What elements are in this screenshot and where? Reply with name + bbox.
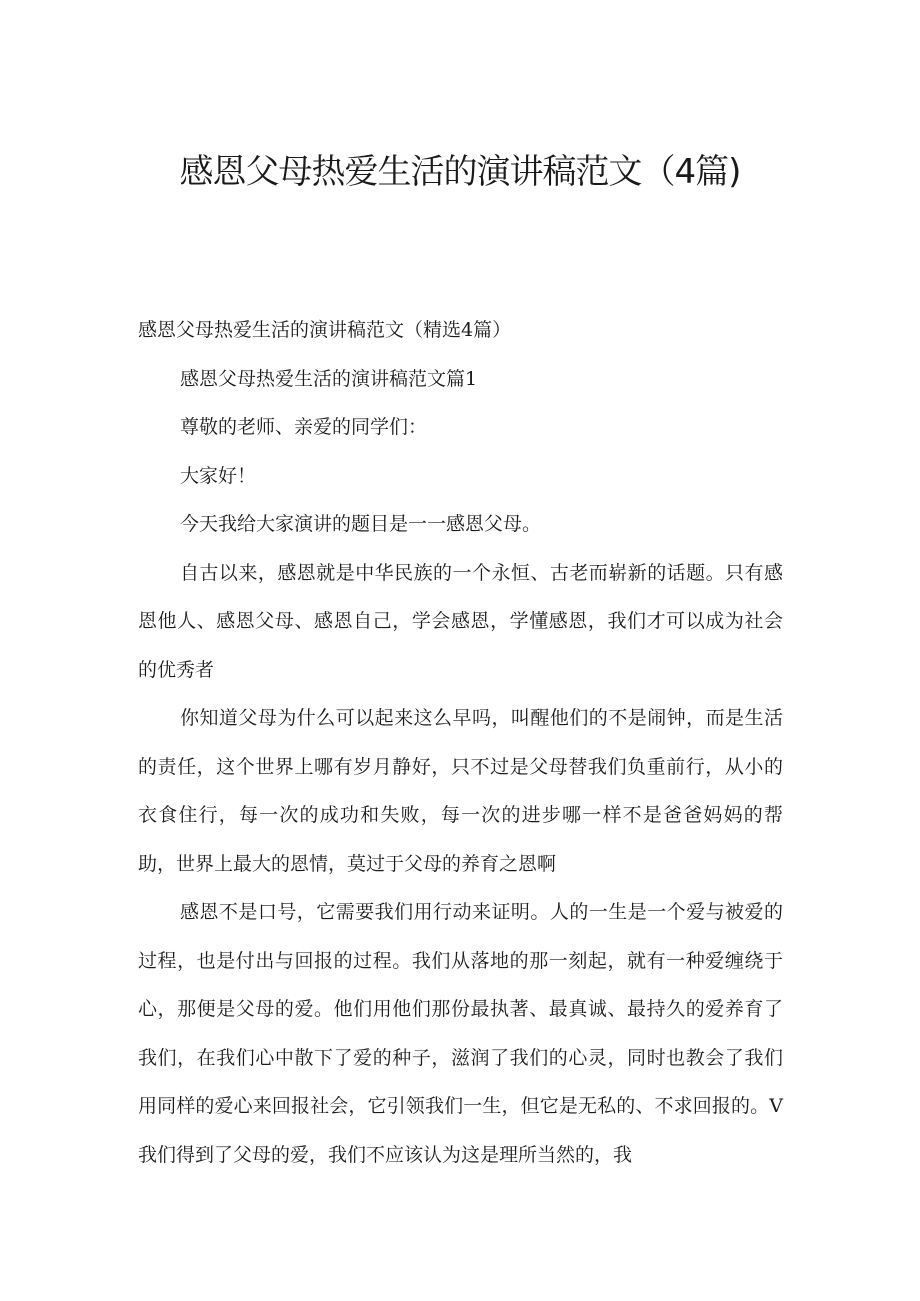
- body-paragraph: 自古以来，感恩就是中华民族的一个永恒、古老而崭新的话题。只有感恩他人、感恩父母、感恩自己，学会感恩，学懂感恩，我们才可以成为社会的优秀者: [138, 561, 783, 681]
- greeting: 大家好！: [180, 464, 257, 487]
- section-heading: 感恩父母热爱生活的演讲稿范文篇1: [180, 367, 478, 390]
- document-title: 感恩父母热爱生活的演讲稿范文（4篇): [179, 152, 741, 192]
- document-body: [138, 306, 783, 1179]
- body-paragraph: 感恩不是口号，它需要我们用行动来证明。人的一生是一个爱与被爱的过程，也是付出与回报的过程。我们从落地的那一刻起，就有一种爱缠绕于心，那便是父母的爱。他们用他们那份最执著、最真诚、最持久的爱养育了我们，在我们心中散下了爱的种子，滋润了我们的心灵，同时也教会了我们用同样的爱心来回报社会，它引领我们一生，但它是无私的、不求回报的。V我们得到了父母的爱，我们不应该认为这是理所当然的，我: [138, 901, 783, 1166]
- document-subtitle: 感恩父母热爱生活的演讲稿范文（精选4篇）: [138, 319, 512, 341]
- body-paragraph: 今天我给大家演讲的题目是一一感恩父母。: [180, 513, 542, 535]
- body-paragraph: 你知道父母为什么可以起来这么早吗，叫醒他们的不是闹钟，而是生活的责任，这个世界上哪有岁月静好，只不过是父母替我们负重前行，从小的衣食住行，每一次的成功和失败，每一次的进步哪一样不是爸爸妈妈的帮助，世界上最大的恩情，莫过于父母的养育之恩啊: [138, 707, 783, 875]
- salutation: 尊敬的老师、亲爱的同学们：: [180, 416, 428, 438]
